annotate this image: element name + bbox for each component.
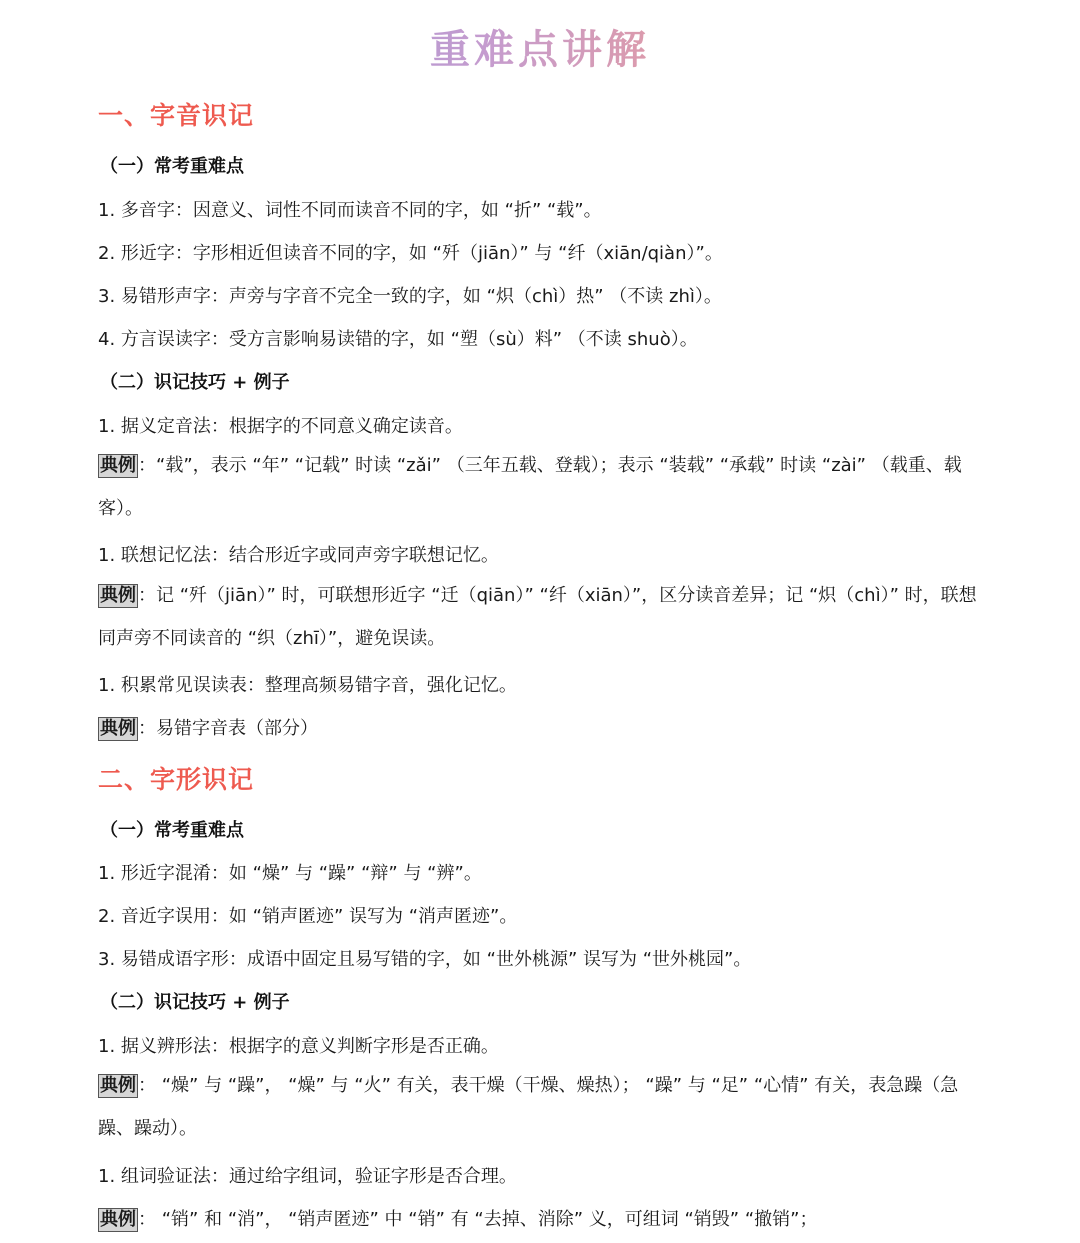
example-tag: 典例 — [100, 1209, 136, 1230]
list-item: 3. 易错形声字：声旁与字音不完全一致的字，如 “炽（chì）热” （不读 zhì）。 — [98, 286, 722, 307]
list-item: 2. 音近字误用：如 “销声匿迹” 误写为 “消声匿迹”。 — [98, 906, 518, 927]
example-paragraph — [98, 574, 988, 660]
method-text: 1. 积累常见误读表：整理高频易错字音，强化记忆。 — [98, 675, 517, 696]
method-text: 1. 组词验证法：通过给字组词，验证字形是否合理。 — [98, 1166, 517, 1187]
example-tag: 典例 — [100, 455, 136, 476]
example-paragraph — [98, 714, 988, 741]
example-text: ： “销” 和 “消”， “销声匿迹” 中 “销” 有 “去掉、消除” 义，可组词 “销毁” “撤销”； — [138, 1209, 818, 1230]
subheading-techniques: （二）识记技巧 + 例子 — [100, 372, 290, 393]
section-heading-character-form: 二、字形识记 — [98, 765, 255, 794]
example-paragraph — [98, 1205, 988, 1232]
subheading-key-points: （一）常考重难点 — [100, 820, 244, 841]
list-item: 3. 易错成语字形：成语中固定且易写错的字，如 “世外桃源” 误写为 “世外桃园”。 — [98, 949, 752, 970]
example-text: ：易错字音表（部分） — [138, 718, 318, 739]
list-item: 4. 方言误读字：受方言影响易读错的字，如 “塑（sù）料” （不读 shuò）。 — [98, 329, 698, 350]
subheading-key-points: （一）常考重难点 — [100, 156, 244, 177]
method-text: 1. 联想记忆法：结合形近字或同声旁字联想记忆。 — [98, 545, 499, 566]
example-paragraph — [98, 1064, 988, 1150]
method-text: 1. 据义定音法：根据字的不同意义确定读音。 — [98, 416, 463, 437]
example-tag: 典例 — [100, 585, 136, 606]
example-paragraph — [98, 444, 988, 530]
method-text: 1. 据义辨形法：根据字的意义判断字形是否正确。 — [98, 1036, 499, 1057]
list-item: 1. 多音字：因意义、词性不同而读音不同的字，如 “折” “载”。 — [98, 200, 602, 221]
example-text: ：记 “歼（jiān）” 时，可联想形近字 “迁（qiān）” “纤（xiān）”，区分读音差异；记 “炽（chì）” 时，联想同声旁不同读音的 “织（zhī）”，避免误读。 — [98, 585, 977, 649]
example-tag: 典例 — [100, 1075, 136, 1096]
example-tag: 典例 — [100, 718, 136, 739]
subheading-techniques: （二）识记技巧 + 例子 — [100, 992, 290, 1013]
example-text: ：“载”，表示 “年” “记载” 时读 “zǎi” （三年五载、登载）；表示 “装载” “承载” 时读 “zài” （载重、载客）。 — [98, 455, 962, 519]
section-heading-pronunciation: 一、字音识记 — [98, 101, 255, 130]
list-item: 2. 形近字：字形相近但读音不同的字，如 “歼（jiān）” 与 “纤（xiān/qiàn）”。 — [98, 243, 723, 264]
list-item: 1. 形近字混淆：如 “燥” 与 “躁” “辩” 与 “辨”。 — [98, 863, 482, 884]
page-title: 重难点讲解 — [0, 18, 1080, 75]
example-text: ： “燥” 与 “躁”， “燥” 与 “火” 有关，表干燥（干燥、燥热）； “躁” 与 “足” “心情” 有关，表急躁（急躁、躁动）。 — [98, 1075, 959, 1139]
